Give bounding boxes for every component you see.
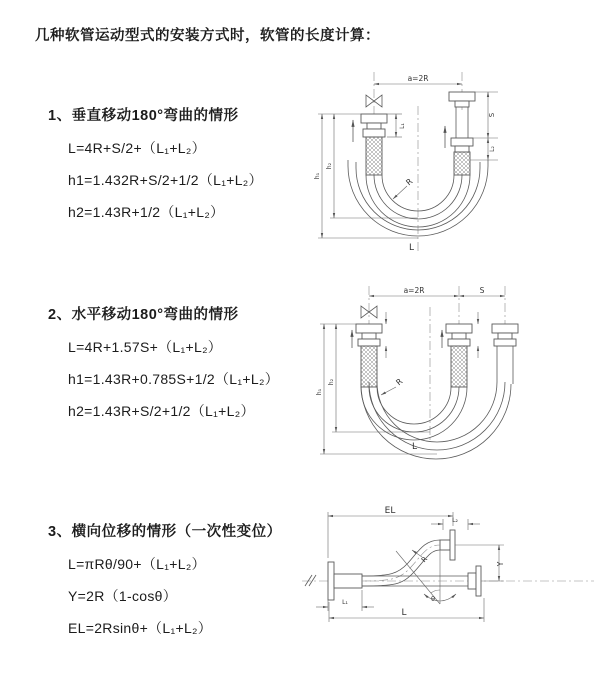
braided-hose-section — [454, 152, 470, 175]
dim-l1-label: L₁ — [342, 599, 348, 606]
formula-h2: h2=1.43R+S/2+1/2（L₁+L₂） — [68, 403, 255, 419]
left-pipe-fitting — [356, 324, 382, 387]
formula-h1: h1=1.432R+S/2+1/2（L₁+L₂） — [68, 172, 263, 188]
formula-length: L=πRθ/90+（L₁+L₂） — [68, 556, 206, 572]
radius-callout — [393, 177, 415, 199]
dim-y-label: Y — [496, 561, 505, 567]
dim-l2-label: L₂ — [452, 517, 458, 524]
section-horizontal-movement — [48, 303, 279, 427]
dimension-l2 — [431, 517, 480, 530]
dimension-el — [328, 506, 453, 558]
dim-h1-label: h₁ — [314, 172, 321, 180]
page-title: 几种软管运动型式的安装方式时，软管的长度计算： — [35, 28, 380, 44]
radius-label: R — [404, 176, 415, 188]
formula-length: L=4R+S/2+（L₁+L₂） — [68, 140, 206, 156]
formula-el: EL=2Rsinθ+（L₁+L₂） — [68, 620, 213, 636]
dimension-l1 — [387, 114, 406, 137]
top-flange-displaced — [440, 530, 455, 560]
dim-a2r-label: a=2R — [407, 74, 429, 83]
diagram-vertical-bend — [312, 68, 592, 263]
middle-pipe-fitting — [446, 324, 472, 387]
radius-label: R — [394, 376, 405, 388]
dimension-l1 — [316, 590, 374, 611]
formula-length: L=4R+1.57S+（L₁+L₂） — [68, 339, 223, 355]
hose-s-curve — [362, 540, 440, 586]
dim-a2r-label: a=2R — [403, 286, 425, 295]
right-pipe-fitting — [449, 92, 475, 175]
dim-h2-label: h₂ — [328, 378, 335, 386]
right-pipe-fitting — [492, 324, 518, 384]
formula-list — [48, 548, 282, 644]
theta-label: θ — [431, 595, 435, 603]
formula-list — [48, 331, 279, 427]
diagram-horizontal-bend — [312, 282, 590, 462]
section-heading: 3、横向位移的情形（一次性变位） — [48, 524, 282, 540]
dim-h1-label: h₁ — [316, 388, 323, 396]
dim-s-label: S — [479, 286, 485, 295]
formula-y: Y=2R（1-cosθ） — [68, 588, 178, 604]
dim-h2-label: h₂ — [326, 162, 333, 170]
left-flange — [328, 562, 362, 600]
section-lateral-displacement — [48, 520, 282, 644]
dimension-a2r — [369, 286, 505, 296]
radius-callout — [381, 377, 405, 395]
length-label: L — [401, 608, 407, 618]
braided-hose-section — [451, 346, 467, 387]
dim-el-label: EL — [384, 506, 396, 516]
dimension-a2r — [374, 74, 462, 84]
centerline-break-icon — [305, 575, 316, 586]
radius-label: R — [419, 555, 430, 565]
formula-list — [48, 132, 263, 228]
diagram-lateral-displacement — [298, 504, 598, 636]
dim-l1-label: L₁ — [399, 123, 406, 129]
formula-h2: h2=1.43R+1/2（L₁+L₂） — [68, 204, 225, 220]
dimension-l — [329, 598, 484, 622]
section-heading: 1、垂直移动180°弯曲的情形 — [48, 108, 239, 124]
section-heading: 2、水平移动180°弯曲的情形 — [48, 307, 239, 323]
left-pipe-fitting — [361, 114, 387, 175]
braided-hose-section — [366, 137, 382, 175]
braided-hose-section — [361, 346, 377, 387]
dimension-s — [470, 92, 498, 160]
section-vertical-movement — [48, 104, 263, 228]
length-label: L — [412, 442, 418, 452]
length-label: L — [409, 243, 415, 253]
dim-l2-label: L₂ — [489, 146, 496, 152]
dim-s-label: S — [488, 112, 496, 118]
formula-h1: h1=1.43R+0.785S+1/2（L₁+L₂） — [68, 371, 279, 387]
